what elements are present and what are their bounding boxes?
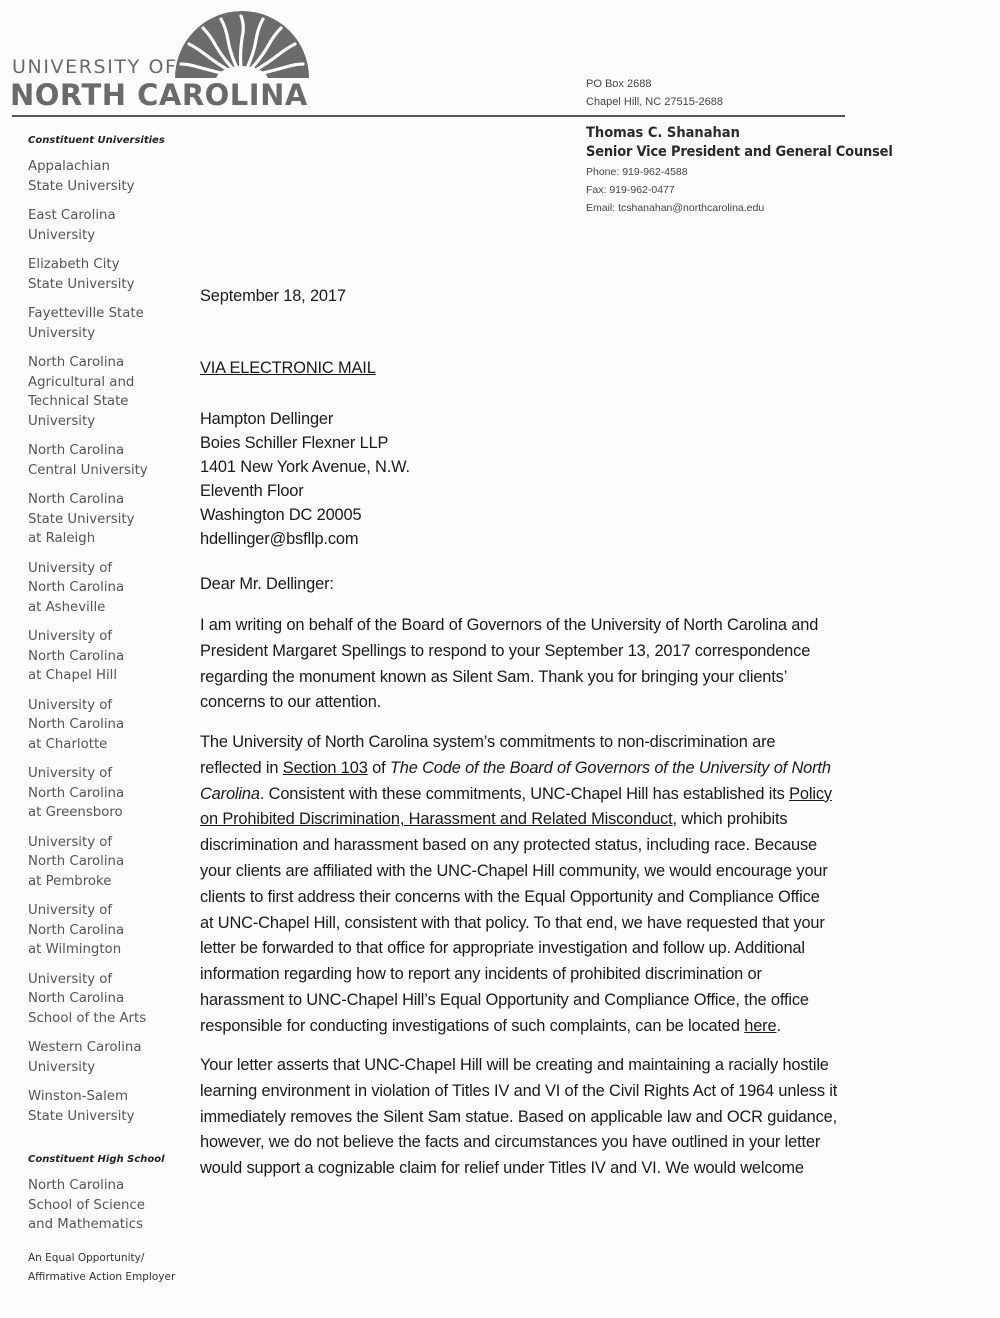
logo-north-carolina: NORTH CAROLINA xyxy=(10,78,308,112)
university-name-line: at Charlotte xyxy=(28,736,108,752)
university-name-line: State University xyxy=(28,276,135,292)
paragraph-line: Your letter asserts that UNC-Chapel Hill will be creating and maintaining a racially hostile xyxy=(200,1056,829,1074)
university-item xyxy=(28,833,178,892)
university-name-line: School of the Arts xyxy=(28,1010,147,1026)
university-list xyxy=(28,157,178,1126)
university-name-line: University of xyxy=(28,560,113,576)
university-name-line: University xyxy=(28,1059,96,1075)
mailing-address xyxy=(586,75,723,111)
text: , which prohibits xyxy=(672,810,788,829)
high-school-line: School of Science xyxy=(28,1197,145,1213)
university-item xyxy=(28,157,178,196)
sender-block xyxy=(586,124,893,217)
university-name-line: University xyxy=(28,325,96,341)
university-item xyxy=(28,559,178,618)
sender-name: Thomas C. Shanahan xyxy=(586,125,740,141)
university-item xyxy=(28,490,178,549)
university-item xyxy=(28,1038,178,1077)
university-name-line: University of xyxy=(28,629,113,644)
university-item xyxy=(28,627,178,686)
paragraph-line xyxy=(200,782,912,808)
high-school-line: and Mathematics xyxy=(28,1217,143,1232)
paragraph-line: letter be forwarded to that office for appropriate investigation and follow up. Additional xyxy=(200,939,805,958)
university-item xyxy=(28,441,178,480)
university-name-line: North Carolina xyxy=(28,648,125,664)
sender-phone: Phone: 919-962-4588 xyxy=(586,166,688,178)
salutation: Dear Mr. Dellinger: xyxy=(200,575,334,593)
paragraph-line: concerns to our attention. xyxy=(200,693,382,712)
logo-university-of: UNIVERSITY OF xyxy=(12,56,178,78)
paragraph-line: I am writing on behalf of the Board of Governors of the University of North Carolina and xyxy=(200,616,819,634)
eo-line: An Equal Opportunity/ xyxy=(28,1251,145,1264)
university-item xyxy=(28,206,178,245)
letter-date: September 18, 2017 xyxy=(200,287,346,305)
recipient-address xyxy=(200,407,410,551)
university-name-line: University xyxy=(28,227,96,243)
paragraph-line: President Margaret Spellings to respond to your September 13, 2017 correspondence xyxy=(200,641,811,660)
university-name-line: at Raleigh xyxy=(28,531,96,546)
university-name-line: North Carolina xyxy=(28,492,125,507)
paragraph-line: your clients are affiliated with the UNC-Chapel Hill community, we would encourage your xyxy=(200,861,828,880)
university-name-line: North Carolina xyxy=(28,443,125,458)
here-link[interactable]: here xyxy=(744,1016,777,1035)
university-item xyxy=(28,970,178,1029)
university-item xyxy=(28,1087,178,1126)
recipient-firm: Boies Schiller Flexner LLP xyxy=(200,434,389,452)
paragraph-line xyxy=(200,756,912,782)
paragraph-line: The University of North Carolina system’s commitments to non-discrimination are xyxy=(200,733,776,751)
university-name-line: East Carolina xyxy=(28,208,116,223)
university-name-line: Fayetteville State xyxy=(28,306,144,321)
paragraph-line: harassment to UNC-Chapel Hill’s Equal Opportunity and Compliance Office, the office xyxy=(200,990,809,1009)
paragraph-line xyxy=(200,807,912,833)
delivery-method: VIA ELECTRONIC MAIL xyxy=(200,359,376,377)
paragraph-line: at UNC-Chapel Hill, consistent with that policy. To that end, we have requested that your xyxy=(200,913,825,932)
text: reflected in xyxy=(200,758,283,777)
sender-fax: Fax: 919-962-0477 xyxy=(586,184,675,196)
paragraph-line: immediately removes the Silent Sam statue. Based on applicable law and OCR guidance, xyxy=(200,1107,837,1126)
sunburst-logo-icon xyxy=(173,8,311,78)
sender-email: Email: tcshanahan@northcarolina.edu xyxy=(586,202,765,214)
recipient-street: 1401 New York Avenue, N.W. xyxy=(200,458,410,476)
university-name-line: at Wilmington xyxy=(28,942,122,957)
university-name-line: State University xyxy=(28,511,135,527)
university-name-line: North Carolina xyxy=(28,922,125,938)
university-name-line: Agricultural and xyxy=(28,374,135,390)
university-name-line: Appalachian xyxy=(28,159,110,174)
code-title-italic: Carolina xyxy=(200,784,260,803)
paragraph-3 xyxy=(200,1053,912,1182)
text: . Consistent with these commitments, UNC-Chapel Hill has established its xyxy=(259,784,790,803)
recipient-email: hdellinger@bsfllp.com xyxy=(200,530,359,548)
university-item xyxy=(28,304,178,343)
paragraph-line: information regarding how to report any incidents of prohibited discrimination or xyxy=(200,965,762,984)
paragraph-1 xyxy=(200,613,912,716)
university-name-line: at Asheville xyxy=(28,599,106,615)
university-name-line: at Pembroke xyxy=(28,873,112,889)
paragraph-2 xyxy=(200,730,912,1040)
university-item xyxy=(28,255,178,294)
university-name-line: University of xyxy=(28,834,113,850)
text: of xyxy=(367,758,390,777)
paragraph-line: discrimination and harassment based on any protected status, including race. Because xyxy=(200,836,817,855)
policy-link[interactable]: Policy xyxy=(789,784,832,803)
unc-logo xyxy=(10,8,320,112)
university-item xyxy=(28,353,178,431)
university-name-line: Central University xyxy=(28,462,148,478)
recipient-name: Hampton Dellinger xyxy=(200,410,334,428)
university-name-line: State University xyxy=(28,178,135,194)
recipient-city: Washington DC 20005 xyxy=(200,506,362,524)
po-box: PO Box 2688 xyxy=(586,78,652,90)
university-name-line: at Greensboro xyxy=(28,805,123,820)
university-name-line: University of xyxy=(28,903,113,918)
university-name-line: Elizabeth City xyxy=(28,257,120,272)
constituent-high-school-heading: Constituent High School xyxy=(28,1154,165,1165)
university-name-line: Technical State xyxy=(28,394,129,409)
university-name-line: North Carolina xyxy=(28,717,125,732)
equal-opportunity-statement xyxy=(28,1249,178,1287)
university-item xyxy=(28,901,178,960)
high-school-item xyxy=(28,1176,178,1235)
university-item xyxy=(28,764,178,823)
policy-link[interactable]: on Prohibited Discrimination, Harassment and Related Misconduct xyxy=(200,810,673,829)
high-school-line: North Carolina xyxy=(28,1178,125,1193)
paragraph-line: regarding the monument known as Silent Sam. Thank you for bringing your clients’ xyxy=(200,667,788,686)
university-name-line: University of xyxy=(28,697,113,713)
code-title-italic: The Code of the Board of Governors of the University of North xyxy=(389,758,831,777)
university-name-line: at Chapel Hill xyxy=(28,668,118,683)
university-name-line: Western Carolina xyxy=(28,1040,142,1055)
paragraph-line: would support a cognizable claim for relief under Titles IV and VI. We would welcome xyxy=(200,1159,804,1178)
letterhead-rule xyxy=(12,115,845,117)
university-name-line: North Carolina xyxy=(28,991,125,1006)
university-item xyxy=(28,696,178,755)
constituent-sidebar xyxy=(28,135,178,1287)
university-name-line: State University xyxy=(28,1108,135,1124)
university-name-line: University of xyxy=(28,971,113,987)
text: responsible for conducting investigations of such complaints, can be located xyxy=(200,1016,745,1035)
university-name-line: University xyxy=(28,413,96,429)
paragraph-line: however, we do not believe the facts and circumstances you have outlined in your letter xyxy=(200,1133,821,1152)
university-name-line: University of xyxy=(28,766,113,781)
paragraph-line xyxy=(200,1014,912,1040)
eo-line: Affirmative Action Employer xyxy=(28,1270,176,1283)
paragraph-line: clients to first address their concerns with the Equal Opportunity and Compliance Office xyxy=(200,887,820,906)
text: . xyxy=(776,1016,781,1035)
university-name-line: North Carolina xyxy=(28,355,125,370)
university-name-line: North Carolina xyxy=(28,580,125,595)
constituent-universities-heading: Constituent Universities xyxy=(28,135,165,146)
university-name-line: Winston-Salem xyxy=(28,1089,128,1104)
recipient-floor: Eleventh Floor xyxy=(200,482,304,500)
university-name-line: North Carolina xyxy=(28,854,125,869)
sender-title: Senior Vice President and General Counsel xyxy=(586,144,893,160)
section-103-link[interactable]: Section 103 xyxy=(282,758,368,777)
paragraph-line: learning environment in violation of Titles IV and VI of the Civil Rights Act of 1964 unless it xyxy=(200,1081,838,1100)
university-name-line: North Carolina xyxy=(28,785,125,801)
city-state-zip: Chapel Hill, NC 27515-2688 xyxy=(586,96,723,108)
